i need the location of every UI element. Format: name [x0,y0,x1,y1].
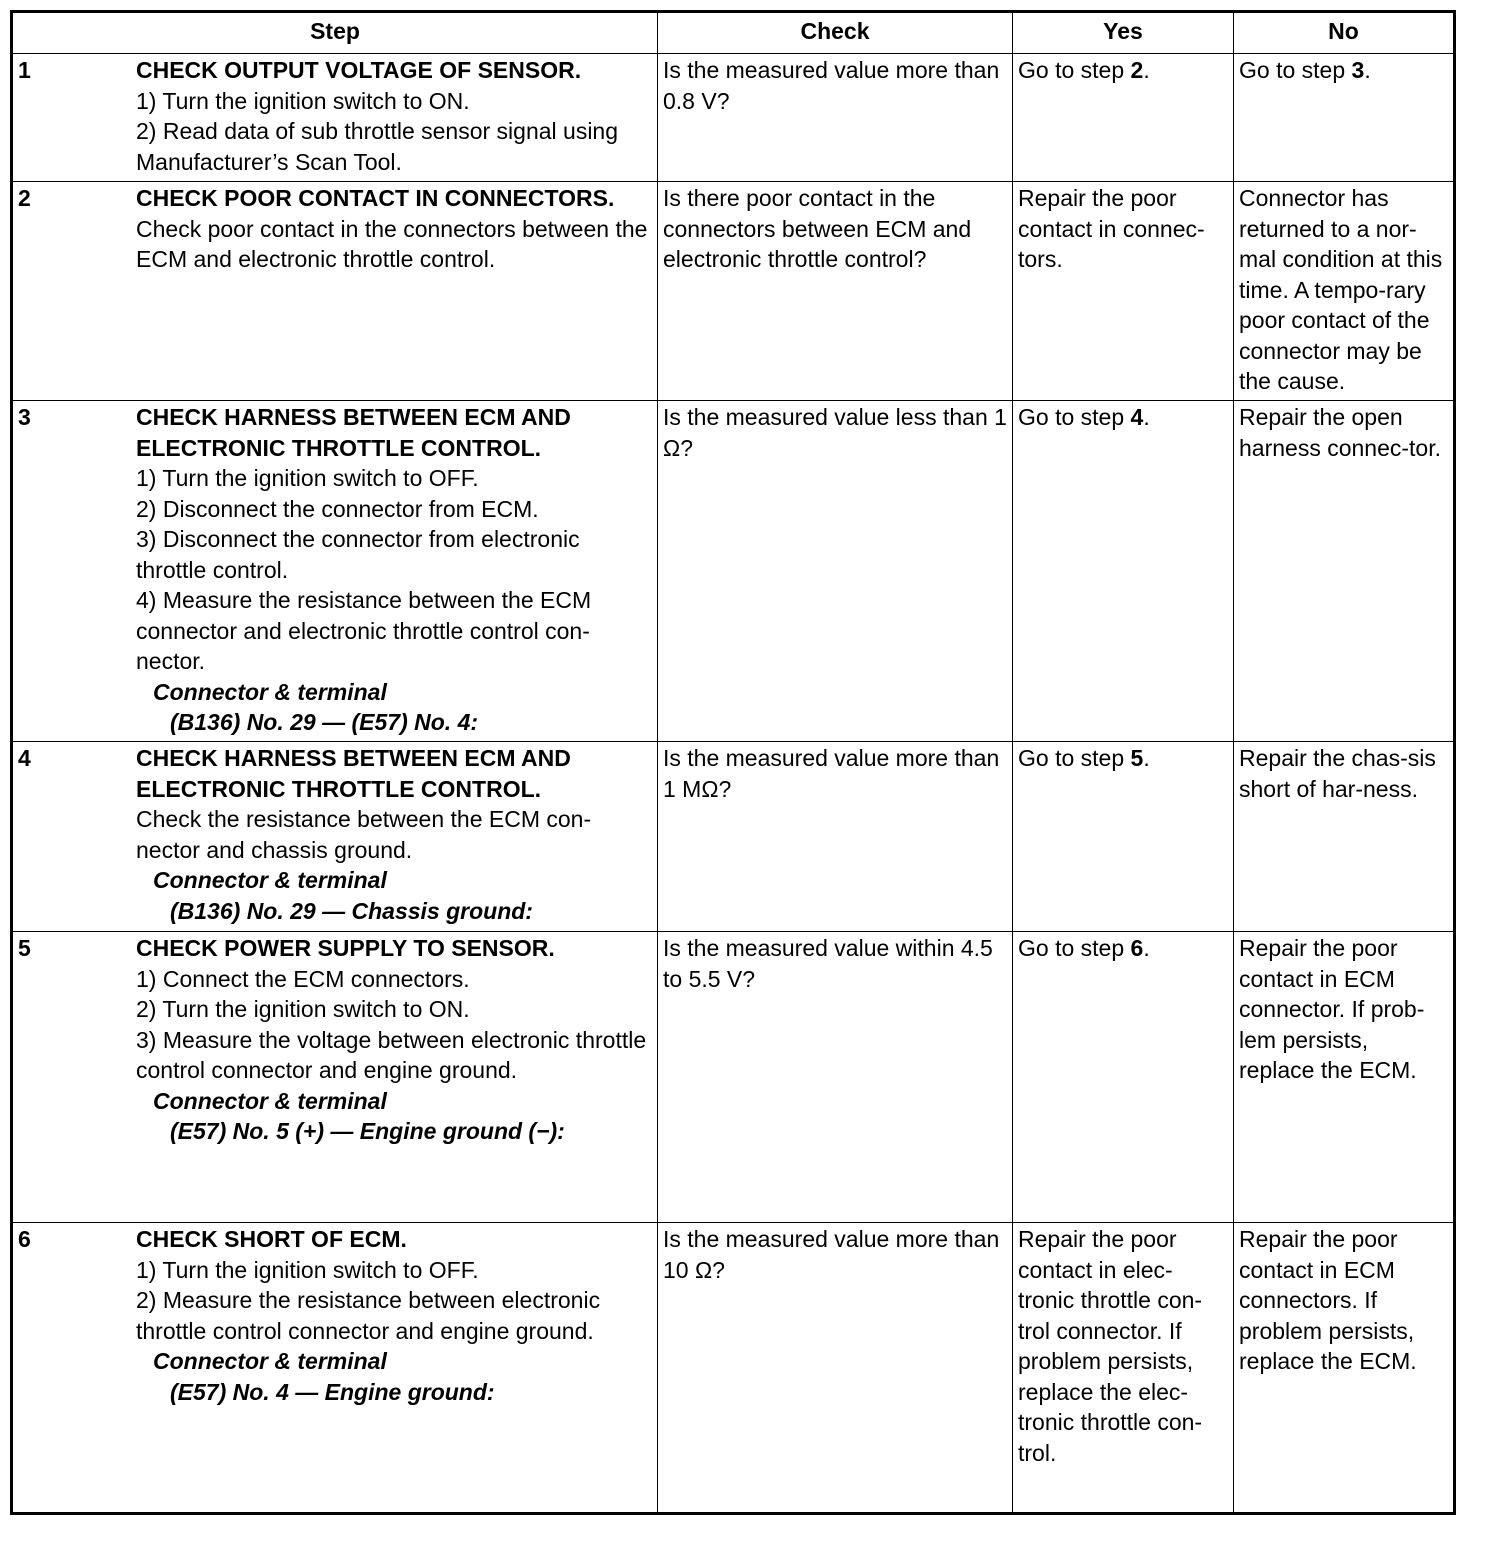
yes-cell: Repair the poor contact in elec-tronic throttle con-trol connector. If problem persists, replace the elec-tronic throttle con-trol. [1013,1223,1234,1514]
connector-terminal-value: (E57) No. 5 (+) — Engine ground (−): [170,1118,565,1144]
check-cell: Is the measured value less than 1 Ω? [658,401,1013,742]
step-reference-suffix: . [1143,404,1150,430]
step-title: CHECK POOR CONTACT IN CONNECTORS. [136,185,615,211]
table-row [12,401,1455,742]
connector-terminal-value: (E57) No. 4 — Engine ground: [170,1378,495,1405]
step-instruction: 4) Measure the resistance between the ECM connector and electronic throttle control con-nector. [136,587,592,674]
step-cell [12,1223,658,1514]
yes-cell: Repair the poor contact in connec-tors. [1013,182,1234,401]
connector-label: Connector & terminal [153,1348,387,1374]
check-cell: Is the measured value more than 1 MΩ? [658,742,1013,932]
go-to-step-text: Go to step [1018,745,1131,771]
connector-terminal-value: (B136) No. 29 — Chassis ground: [170,897,533,924]
header-no: No [1234,12,1455,54]
no-cell: Repair the open harness connec-tor. [1234,401,1455,742]
yes-cell [1013,742,1234,932]
header-step: Step [12,12,658,54]
step-instruction: 2) Read data of sub throttle sensor signal using Manufacturer’s Scan Tool. [136,118,619,175]
step-instruction: 1) Connect the ECM connectors. [136,965,470,992]
step-reference-suffix: . [1143,745,1150,771]
check-cell: Is the measured value within 4.5 to 5.5 V? [658,932,1013,1223]
step-instruction: 3) Measure the voltage between electronic throttle control connector and engine ground. [136,1026,647,1083]
diagnostic-table [10,10,1456,1515]
no-cell [1234,54,1455,182]
header-row [12,12,1455,54]
step-reference-suffix: . [1143,57,1150,83]
step-cell [12,742,658,932]
connector-terminal-value: (B136) No. 29 — (E57) No. 4: [170,709,479,735]
step-title: CHECK OUTPUT VOLTAGE OF SENSOR. [136,57,582,83]
step-instruction: 2) Measure the resistance between electronic throttle control connector and engine ground. [136,1287,601,1344]
step-number: 5 [18,935,31,961]
connector-label: Connector & terminal [153,867,387,893]
step-reference-suffix: . [1143,935,1150,961]
header-yes: Yes [1013,12,1234,54]
step-cell [12,401,658,742]
step-instruction: Check poor contact in the connectors between the ECM and electronic throttle control. [136,215,648,272]
no-cell: Repair the poor contact in ECM connectors. If problem persists, replace the ECM. [1234,1223,1455,1514]
go-to-step-text: Go to step [1018,404,1131,430]
step-reference: 4 [1130,404,1144,430]
step-reference-suffix: . [1364,57,1371,83]
step-number: 3 [18,404,31,430]
table-row [12,54,1455,182]
check-cell: Is there poor contact in the connectors between ECM and electronic throttle control? [658,182,1013,401]
step-title: CHECK SHORT OF ECM. [136,1226,407,1252]
step-instruction: 2) Disconnect the connector from ECM. [136,495,539,522]
step-reference: 3 [1351,57,1365,83]
step-cell [12,932,658,1223]
step-title: CHECK HARNESS BETWEEN ECM AND ELECTRONIC THROTTLE CONTROL. [136,745,571,802]
step-reference: 5 [1130,745,1144,771]
check-cell: Is the measured value more than 10 Ω? [658,1223,1013,1514]
step-instruction: 1) Turn the ignition switch to OFF. [136,1256,479,1283]
table-row [12,182,1455,401]
go-to-step-text: Go to step [1239,57,1352,83]
go-to-step-text: Go to step [1018,935,1131,961]
table-row [12,932,1455,1223]
step-instruction: 1) Turn the ignition switch to ON. [136,87,470,114]
step-number: 6 [18,1226,31,1252]
header-check: Check [658,12,1013,54]
yes-cell [1013,54,1234,182]
step-number: 1 [18,57,31,83]
step-number: 4 [18,745,31,771]
connector-label: Connector & terminal [153,1087,387,1114]
table-row [12,742,1455,932]
yes-cell [1013,401,1234,742]
yes-cell [1013,932,1234,1223]
connector-label: Connector & terminal [153,678,387,705]
step-instruction: 2) Turn the ignition switch to ON. [136,996,470,1022]
no-cell: Connector has returned to a nor-mal condition at this time. A tempo-rary poor contact of the connector may be the cause. [1234,182,1455,401]
step-cell [12,54,658,182]
table-row [12,1223,1455,1514]
step-title: CHECK POWER SUPPLY TO SENSOR. [136,935,555,961]
step-number: 2 [18,185,31,211]
step-instruction: Check the resistance between the ECM con-nector and chassis ground. [136,806,592,863]
check-cell: Is the measured value more than 0.8 V? [658,54,1013,182]
no-cell: Repair the poor contact in ECM connector. If prob-lem persists, replace the ECM. [1234,932,1455,1223]
no-cell: Repair the chas-sis short of har-ness. [1234,742,1455,932]
step-title: CHECK HARNESS BETWEEN ECM AND ELECTRONIC THROTTLE CONTROL. [136,404,571,461]
step-instruction: 1) Turn the ignition switch to OFF. [136,465,479,491]
step-reference: 2 [1130,57,1144,83]
step-instruction: 3) Disconnect the connector from electronic throttle control. [136,526,580,583]
step-cell [12,182,658,401]
go-to-step-text: Go to step [1018,57,1131,83]
step-reference: 6 [1130,935,1144,961]
